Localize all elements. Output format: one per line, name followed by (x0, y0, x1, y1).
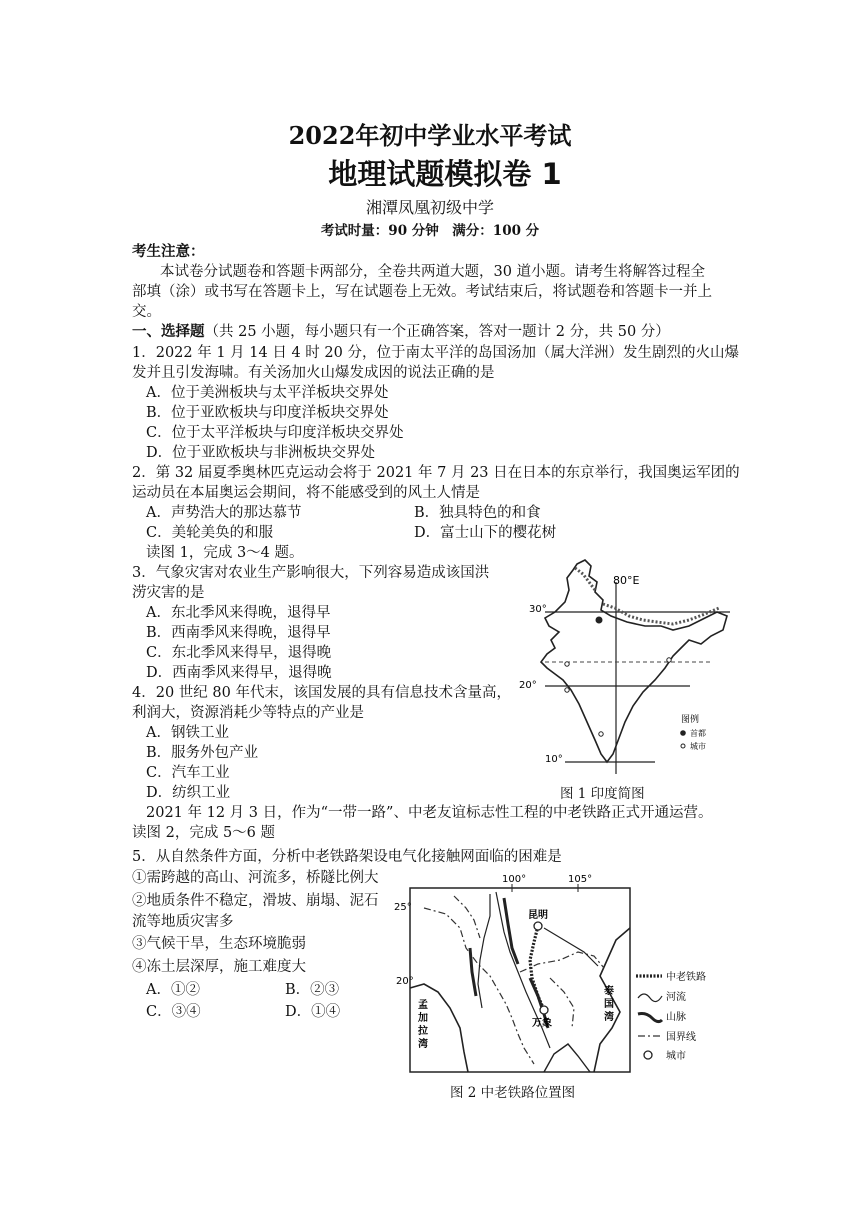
statement-item: 流等地质灾害多 (132, 914, 234, 930)
mountain-range (470, 948, 476, 996)
city-label-vientiane: 万象 (532, 1018, 552, 1029)
bay-label: 加 (418, 1013, 428, 1024)
answer-option: C．美轮美奂的和服 (146, 525, 274, 541)
border-line (454, 896, 480, 938)
city-marker (599, 732, 603, 736)
legend-title: 图例 (681, 715, 700, 725)
notice-line: 本试卷分试题卷和答题卡两部分，全卷共两道大题，30 道小题。请考生将解答过程全 (160, 264, 706, 280)
city-marker (540, 1006, 548, 1014)
question-stem: 1．2022 年 1 月 14 日 4 时 20 分，位于南太平洋的岛国汤加（属大洋洲）发生剧烈的火山爆 (132, 345, 739, 361)
paper-title: 地理试题模拟卷 1 (328, 157, 562, 191)
answer-option: C．③④ (146, 1004, 201, 1020)
answer-option: B．②③ (285, 982, 340, 998)
answer-option: A．①② (146, 982, 200, 998)
coastline (544, 1044, 590, 1072)
answer-option: C．汽车工业 (146, 765, 230, 781)
latitude-label: 30° (529, 604, 547, 615)
figure1-caption: 图 1 印度简图 (560, 786, 645, 802)
question-stem: 5．从自然条件方面，分析中老铁路架设电气化接触网面临的困难是 (132, 849, 562, 865)
figure2-caption: 图 2 中老铁路位置图 (450, 1085, 576, 1101)
answer-option: A．位于美洲板块与太平洋板块交界处 (146, 385, 389, 401)
statement-item: ①需跨越的高山、河流多，桥隧比例大 (132, 870, 379, 886)
latitude-label: 20° (396, 976, 414, 987)
question-stem: 涝灾害的是 (132, 585, 205, 601)
legend-river-icon (638, 994, 662, 1002)
answer-option: D．富士山下的樱花树 (414, 525, 557, 541)
answer-option: D．①④ (285, 1004, 341, 1020)
question-stem: 运动员在本届奥运会期间，将不能感受到的风土人情是 (132, 485, 480, 501)
legend-city-label: 城市 (690, 742, 706, 751)
river (478, 894, 490, 1008)
border-line (550, 978, 574, 1028)
statement-item: ③气候干旱，生态环境脆弱 (132, 936, 306, 952)
passage-text: 2021 年 12 月 3 日，作为“一带一路”、中老友谊标志性工程的中老铁路正式开通运营。 (146, 805, 713, 821)
answer-option: B．西南季风来得晚，退得早 (146, 625, 331, 641)
answer-option: A．钢铁工业 (146, 725, 229, 741)
bay-label: 孟 (418, 1000, 428, 1011)
notice-line: 部填（涂）或书写在答题卡上，写在试题卷上无效。考试结束后，将试题卷和答题卡一并上 (132, 284, 712, 300)
statement-item: ④冻土层深厚，施工难度大 (132, 959, 306, 975)
answer-option: A．东北季风来得晚，退得早 (146, 605, 331, 621)
question-stem: 2．第 32 届夏季奥林匹克运动会将于 2021 年 7 月 23 日在日本的东京举行，我国奥运军团的 (132, 465, 740, 481)
border-line (424, 908, 534, 1064)
exam-time-info: 考试时量：90 分钟 满分：100 分 (320, 223, 540, 239)
notice-heading: 考生注意： (132, 243, 205, 260)
question-stem: 4．20 世纪 80 年代末，该国发展的具有信息技术含量高， (132, 685, 511, 701)
legend-city-icon (644, 1051, 652, 1059)
statement-item: ②地质条件不稳定，滑坡、崩塌、泥石 (132, 893, 379, 909)
longitude-label: 100° (502, 874, 527, 885)
school-name: 湘潭凤凰初级中学 (365, 198, 494, 217)
city-label-kunming: 昆明 (528, 910, 548, 921)
legend-railway-label: 中老铁路 (666, 972, 706, 983)
latitude-label: 20° (519, 680, 537, 691)
map-frame (410, 888, 630, 1072)
legend-capital-icon (680, 730, 686, 736)
india-map (505, 556, 735, 780)
answer-option: D．纺织工业 (146, 785, 231, 801)
answer-option: C．东北季风来得早，退得晚 (146, 645, 332, 661)
laos-railway-map (394, 868, 730, 1078)
legend-river-label: 河流 (666, 992, 686, 1003)
answer-option: B．服务外包产业 (146, 745, 259, 761)
longitude-label: 105° (568, 874, 593, 885)
bay-label: 湾 (604, 1012, 614, 1023)
legend-capital-label: 首都 (690, 729, 706, 738)
exam-title: 2022年初中学业水平考试 (288, 121, 572, 150)
city-marker (565, 662, 569, 666)
section-desc: （共 25 小题，每小题只有一个正确答案，答对一题计 2 分，共 50 分） (204, 324, 670, 340)
answer-option: C．位于太平洋板块与印度洋板块交界处 (146, 425, 404, 441)
latitude-label: 25° (394, 902, 412, 913)
bay-label: 湾 (418, 1039, 428, 1050)
section-heading (132, 322, 670, 342)
river (544, 928, 598, 966)
legend-city-label: 城市 (666, 1051, 686, 1062)
reading-instruction: 读图 1，完成 3～4 题。 (146, 545, 304, 561)
city-marker (565, 688, 569, 692)
question-stem: 发并且引发海啸。有关汤加火山爆发成因的说法正确的是 (132, 365, 495, 381)
bay-label: 泰 (604, 986, 614, 997)
answer-option: A．声势浩大的那达慕节 (146, 505, 302, 521)
legend-mountain-label: 山脉 (666, 1012, 686, 1023)
question-stem: 3．气象灾害对农业生产影响很大，下列容易造成该国洪 (132, 565, 490, 581)
answer-option: B．位于亚欧板块与印度洋板块交界处 (146, 405, 389, 421)
city-marker (534, 922, 542, 930)
question-stem: 利润大，资源消耗少等特点的产业是 (132, 705, 364, 721)
answer-option: D．位于亚欧板块与非洲板块交界处 (146, 445, 376, 461)
city-marker (667, 658, 671, 662)
bay-label: 拉 (418, 1026, 428, 1037)
passage-text: 读图 2，完成 5～6 题 (132, 825, 276, 841)
legend-border-label: 国界线 (666, 1032, 696, 1043)
meridian-label: 80°E (613, 574, 640, 587)
legend-city-icon (681, 744, 685, 748)
bay-label: 国 (604, 999, 614, 1010)
legend-mountain-icon (638, 1014, 662, 1022)
section-label: 一、选择题 (132, 323, 205, 340)
capital-marker (596, 617, 603, 624)
latitude-label: 10° (545, 754, 563, 765)
answer-option: B．独具特色的和食 (414, 505, 541, 521)
answer-option: D．西南季风来得早，退得晚 (146, 665, 332, 681)
himalaya-hatching (603, 604, 719, 624)
notice-line: 交。 (132, 304, 161, 320)
